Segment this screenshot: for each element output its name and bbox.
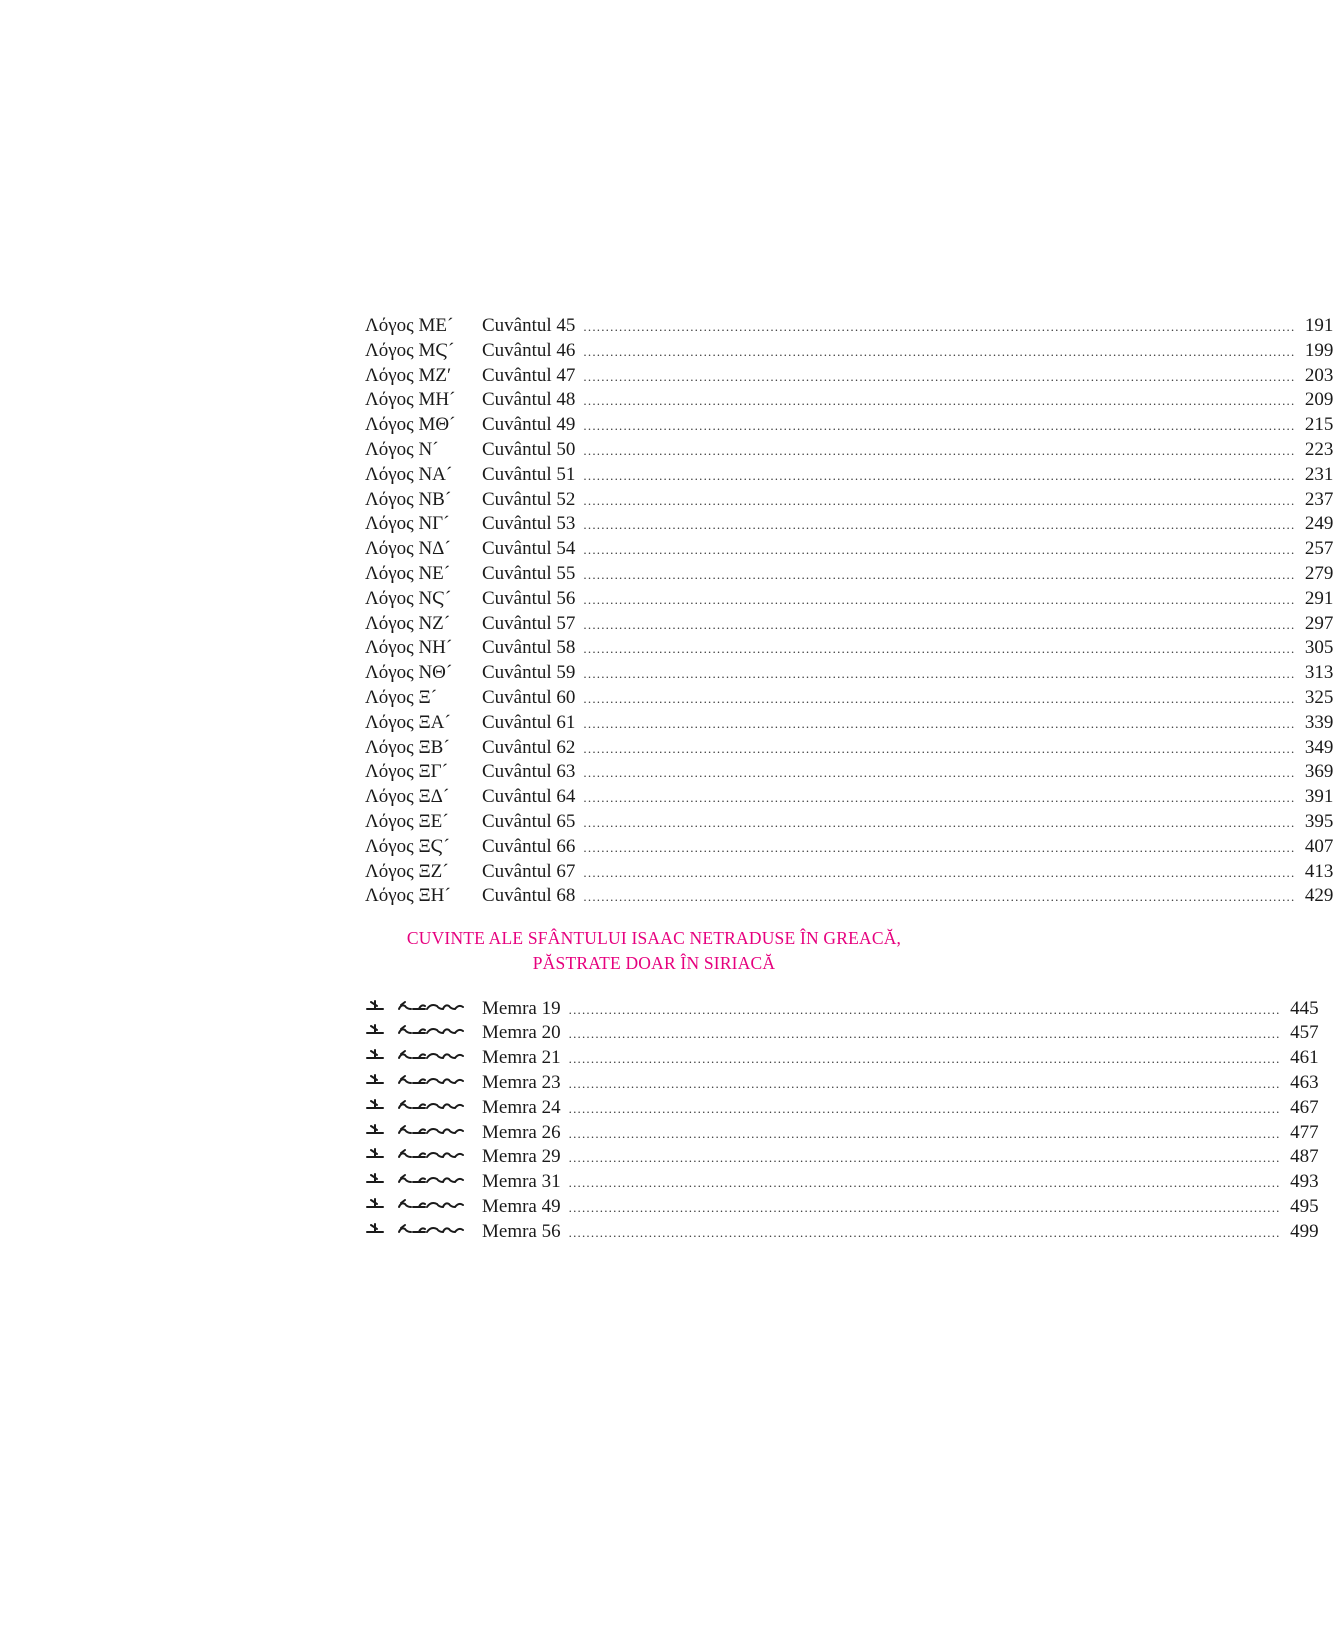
entry-title: Cuvântul 46 bbox=[482, 339, 576, 361]
page-number: 339 bbox=[1304, 711, 1333, 733]
syriac-label bbox=[365, 993, 482, 1018]
page-number: 203 bbox=[1304, 364, 1333, 386]
greek-logos-label: Λόγος ΞΗ´ bbox=[365, 885, 451, 907]
toc-entry bbox=[365, 1018, 1319, 1044]
leader-dots: ................................................................................................................................................................ bbox=[583, 715, 1296, 731]
greek-logos-label: Λόγος ΜΕ´ bbox=[365, 315, 454, 336]
greek-logos-label: Λόγος ΝΓ´ bbox=[365, 513, 450, 535]
page-number: 477 bbox=[1290, 1121, 1319, 1143]
entry-title: Memra 29 bbox=[482, 1146, 561, 1168]
page-number: 191 bbox=[1304, 315, 1333, 336]
entry-title: Cuvântul 61 bbox=[482, 711, 576, 733]
greek-logos-label: Λόγος ΝΕ´ bbox=[365, 562, 451, 584]
table-of-contents bbox=[365, 314, 1333, 1242]
page-number: 463 bbox=[1290, 1071, 1319, 1093]
entry-title: Cuvântul 65 bbox=[482, 810, 576, 832]
toc-entry bbox=[365, 488, 1333, 513]
leader-dots: ................................................................................................................................................................ bbox=[583, 492, 1296, 508]
greek-logos-label: Λόγος ΝΒ´ bbox=[365, 488, 452, 510]
toc-entry bbox=[365, 1216, 1319, 1242]
greek-logos-label: Λόγος ΞΕ´ bbox=[365, 810, 449, 832]
toc-entry bbox=[365, 835, 1333, 860]
section-heading-line-1: CUVINTE ALE SFÂNTULUI ISAAC NETRADUSE ÎN GREACĂ, bbox=[406, 928, 902, 949]
syriac-label bbox=[365, 1117, 482, 1142]
page-number: 209 bbox=[1304, 389, 1333, 411]
greek-logos-label: Λόγος ΞΑ´ bbox=[365, 711, 451, 733]
toc-entry bbox=[365, 884, 1333, 909]
entry-title: Cuvântul 59 bbox=[482, 662, 576, 684]
toc-entry bbox=[365, 512, 1333, 537]
page-number: 305 bbox=[1304, 637, 1333, 659]
leader-dots: ................................................................................................................................................................ bbox=[568, 1026, 1281, 1042]
syriac-label bbox=[365, 1192, 482, 1217]
leader-dots: ................................................................................................................................................................ bbox=[583, 467, 1296, 483]
leader-dots: ................................................................................................................................................................ bbox=[583, 839, 1296, 855]
page-number: 413 bbox=[1304, 860, 1333, 882]
leader-dots: ................................................................................................................................................................ bbox=[568, 1150, 1281, 1166]
toc-entry bbox=[365, 1167, 1319, 1193]
entry-title: Cuvântul 64 bbox=[482, 786, 576, 808]
leader-dots: ................................................................................................................................................................ bbox=[583, 765, 1296, 781]
syriac-label bbox=[365, 1043, 482, 1068]
greek-logos-label: Λόγος ΞΓ´ bbox=[365, 761, 448, 783]
toc-entry bbox=[365, 562, 1333, 587]
greek-logos-label: Λόγος ΞΔ´ bbox=[365, 786, 450, 808]
page-number: 487 bbox=[1290, 1146, 1319, 1168]
greek-logos-label: Λόγος ΝΔ´ bbox=[365, 538, 451, 560]
page-number: 493 bbox=[1290, 1171, 1319, 1193]
leader-dots: ................................................................................................................................................................ bbox=[568, 1051, 1281, 1067]
greek-logos-label: Λόγος ΝΗ´ bbox=[365, 637, 453, 659]
leader-dots: ................................................................................................................................................................ bbox=[568, 1199, 1281, 1215]
toc-entry bbox=[365, 1043, 1319, 1069]
toc-entry bbox=[365, 314, 1333, 339]
entry-title: Memra 31 bbox=[482, 1171, 561, 1193]
entry-title: Cuvântul 49 bbox=[482, 414, 576, 436]
leader-dots: ................................................................................................................................................................ bbox=[583, 814, 1296, 830]
page-number: 429 bbox=[1304, 885, 1333, 907]
page-number: 457 bbox=[1290, 1022, 1319, 1044]
toc-entry bbox=[365, 760, 1333, 785]
leader-dots: ................................................................................................................................................................ bbox=[583, 864, 1296, 880]
leader-dots: ................................................................................................................................................................ bbox=[568, 1001, 1281, 1017]
leader-dots: ................................................................................................................................................................ bbox=[583, 442, 1296, 458]
leader-dots: ................................................................................................................................................................ bbox=[583, 393, 1296, 409]
toc-entry bbox=[365, 736, 1333, 761]
entry-title: Cuvântul 52 bbox=[482, 488, 576, 510]
page-number: 407 bbox=[1304, 835, 1333, 857]
page-number: 495 bbox=[1290, 1195, 1319, 1217]
leader-dots: ................................................................................................................................................................ bbox=[568, 1175, 1281, 1191]
greek-logos-label: Λόγος ΜΖ′ bbox=[365, 364, 452, 386]
toc-entry bbox=[365, 661, 1333, 686]
page-number: 445 bbox=[1290, 997, 1319, 1019]
entry-title: Cuvântul 67 bbox=[482, 860, 576, 882]
greek-logos-label: Λόγος ΝΘ´ bbox=[365, 662, 453, 684]
entry-title: Memra 19 bbox=[482, 997, 561, 1019]
entry-title: Memra 26 bbox=[482, 1121, 561, 1143]
page-number: 499 bbox=[1290, 1220, 1319, 1242]
page-number: 279 bbox=[1304, 562, 1333, 584]
leader-dots: ................................................................................................................................................................ bbox=[583, 641, 1296, 657]
toc-entry bbox=[365, 785, 1333, 810]
greek-logos-label: Λόγος ΞϚ´ bbox=[365, 835, 450, 857]
greek-logos-label: Λόγος ΞΒ´ bbox=[365, 736, 450, 758]
leader-dots: ................................................................................................................................................................ bbox=[583, 591, 1296, 607]
entry-title: Cuvântul 51 bbox=[482, 463, 576, 485]
syriac-label bbox=[365, 1167, 482, 1192]
toc-entry bbox=[365, 860, 1333, 885]
syriac-label bbox=[365, 1142, 482, 1167]
entry-title: Cuvântul 54 bbox=[482, 538, 576, 560]
entry-title: Cuvântul 56 bbox=[482, 587, 576, 609]
toc-entry bbox=[365, 993, 1319, 1019]
toc-entry bbox=[365, 463, 1333, 488]
section-heading-line-2: PĂSTRATE DOAR ÎN SIRIACĂ bbox=[532, 953, 776, 974]
toc-entry bbox=[365, 1092, 1319, 1118]
page-number: 297 bbox=[1304, 612, 1333, 634]
toc-entry bbox=[365, 438, 1333, 463]
syriac-label bbox=[365, 1018, 482, 1043]
page-number: 391 bbox=[1304, 786, 1333, 808]
entry-title: Cuvântul 55 bbox=[482, 562, 576, 584]
toc-entry bbox=[365, 1142, 1319, 1168]
entry-title: Cuvântul 66 bbox=[482, 835, 576, 857]
page-number: 215 bbox=[1304, 414, 1333, 436]
syriac-label bbox=[365, 1092, 482, 1117]
leader-dots: ................................................................................................................................................................ bbox=[583, 542, 1296, 558]
leader-dots: ................................................................................................................................................................ bbox=[583, 616, 1296, 632]
toc-entry bbox=[365, 612, 1333, 637]
page-number: 223 bbox=[1304, 438, 1333, 460]
greek-logos-label: Λόγος Ν´ bbox=[365, 438, 439, 460]
leader-dots: ................................................................................................................................................................ bbox=[583, 418, 1296, 434]
leader-dots: ................................................................................................................................................................ bbox=[583, 666, 1296, 682]
entry-title: Cuvântul 47 bbox=[482, 364, 576, 386]
leader-dots: ................................................................................................................................................................ bbox=[583, 368, 1296, 384]
toc-entry bbox=[365, 587, 1333, 612]
toc-entry bbox=[365, 339, 1333, 364]
leader-dots: ................................................................................................................................................................ bbox=[583, 319, 1296, 334]
greek-logos-label: Λόγος ΜΘ´ bbox=[365, 414, 456, 436]
page-number: 257 bbox=[1304, 538, 1333, 560]
entry-title: Cuvântul 53 bbox=[482, 513, 576, 535]
page-number: 237 bbox=[1304, 488, 1333, 510]
greek-logos-label: Λόγος ΜϚ´ bbox=[365, 339, 455, 361]
syriac-label bbox=[365, 1216, 482, 1241]
entry-title: Cuvântul 50 bbox=[482, 438, 576, 460]
entry-title: Cuvântul 58 bbox=[482, 637, 576, 659]
syriac-memra-list bbox=[365, 993, 1319, 1242]
page-number: 313 bbox=[1304, 662, 1333, 684]
leader-dots: ................................................................................................................................................................ bbox=[583, 889, 1296, 905]
entry-title: Cuvântul 68 bbox=[482, 885, 576, 907]
syriac-script-label bbox=[365, 1146, 465, 1162]
entry-title: Memra 20 bbox=[482, 1022, 561, 1044]
toc-entry bbox=[365, 388, 1333, 413]
leader-dots: ................................................................................................................................................................ bbox=[568, 1075, 1281, 1091]
syriac-label bbox=[365, 1068, 482, 1093]
toc-entry bbox=[365, 1068, 1319, 1093]
leader-dots: ................................................................................................................................................................ bbox=[583, 690, 1296, 706]
toc-entry bbox=[365, 1192, 1319, 1217]
leader-dots: ................................................................................................................................................................ bbox=[568, 1125, 1281, 1141]
toc-entry bbox=[365, 636, 1333, 661]
toc-entry bbox=[365, 686, 1333, 711]
greek-logos-label: Λόγος ΝΖ´ bbox=[365, 612, 451, 634]
toc-entry bbox=[365, 413, 1333, 438]
page-number: 461 bbox=[1290, 1047, 1319, 1069]
syriac-script-label bbox=[365, 1196, 465, 1212]
greek-logos-label: Λόγος ΞΖ´ bbox=[365, 860, 449, 882]
page-number: 467 bbox=[1290, 1096, 1319, 1118]
syriac-script-label bbox=[365, 1097, 465, 1113]
syriac-script-label bbox=[365, 1047, 465, 1063]
toc-entry bbox=[365, 1117, 1319, 1143]
greek-logos-label: Λόγος ΝϚ´ bbox=[365, 587, 452, 609]
page-number: 249 bbox=[1304, 513, 1333, 535]
entry-title: Memra 23 bbox=[482, 1071, 561, 1093]
page-number: 325 bbox=[1304, 686, 1333, 708]
leader-dots: ................................................................................................................................................................ bbox=[583, 517, 1296, 533]
page-number: 395 bbox=[1304, 810, 1333, 832]
toc-entry bbox=[365, 810, 1333, 835]
leader-dots: ................................................................................................................................................................ bbox=[583, 566, 1296, 582]
entry-title: Memra 21 bbox=[482, 1047, 561, 1069]
greek-logos-label: Λόγος ΝΑ´ bbox=[365, 463, 453, 485]
leader-dots: ................................................................................................................................................................ bbox=[568, 1224, 1281, 1240]
syriac-script-label bbox=[365, 1171, 465, 1187]
entry-title: Cuvântul 45 bbox=[482, 315, 576, 336]
syriac-script-label bbox=[365, 1221, 465, 1237]
toc-entry bbox=[365, 537, 1333, 562]
entry-title: Memra 56 bbox=[482, 1220, 561, 1242]
syriac-script-label bbox=[365, 998, 465, 1014]
page-number: 369 bbox=[1304, 761, 1333, 783]
greek-logos-label: Λόγος Ξ´ bbox=[365, 686, 437, 708]
leader-dots: ................................................................................................................................................................ bbox=[583, 790, 1296, 806]
entry-title: Cuvântul 63 bbox=[482, 761, 576, 783]
entry-title: Cuvântul 62 bbox=[482, 736, 576, 758]
entry-title: Memra 49 bbox=[482, 1195, 561, 1217]
page-number: 199 bbox=[1304, 339, 1333, 361]
toc-entry bbox=[365, 711, 1333, 736]
greek-logos-label: Λόγος ΜΗ´ bbox=[365, 389, 456, 411]
toc-entry bbox=[365, 364, 1333, 389]
syriac-script-label bbox=[365, 1122, 465, 1138]
entry-title: Memra 24 bbox=[482, 1096, 561, 1118]
page-number: 231 bbox=[1304, 463, 1333, 485]
page-number: 291 bbox=[1304, 587, 1333, 609]
leader-dots: ................................................................................................................................................................ bbox=[583, 343, 1296, 359]
section-heading bbox=[365, 926, 943, 976]
leader-dots: ................................................................................................................................................................ bbox=[568, 1100, 1281, 1116]
entry-title: Cuvântul 57 bbox=[482, 612, 576, 634]
syriac-script-label bbox=[365, 1072, 465, 1088]
greek-logos-list bbox=[365, 314, 1333, 909]
leader-dots: ................................................................................................................................................................ bbox=[583, 740, 1296, 756]
entry-title: Cuvântul 48 bbox=[482, 389, 576, 411]
syriac-script-label bbox=[365, 1022, 465, 1038]
page-number: 349 bbox=[1304, 736, 1333, 758]
entry-title: Cuvântul 60 bbox=[482, 686, 576, 708]
